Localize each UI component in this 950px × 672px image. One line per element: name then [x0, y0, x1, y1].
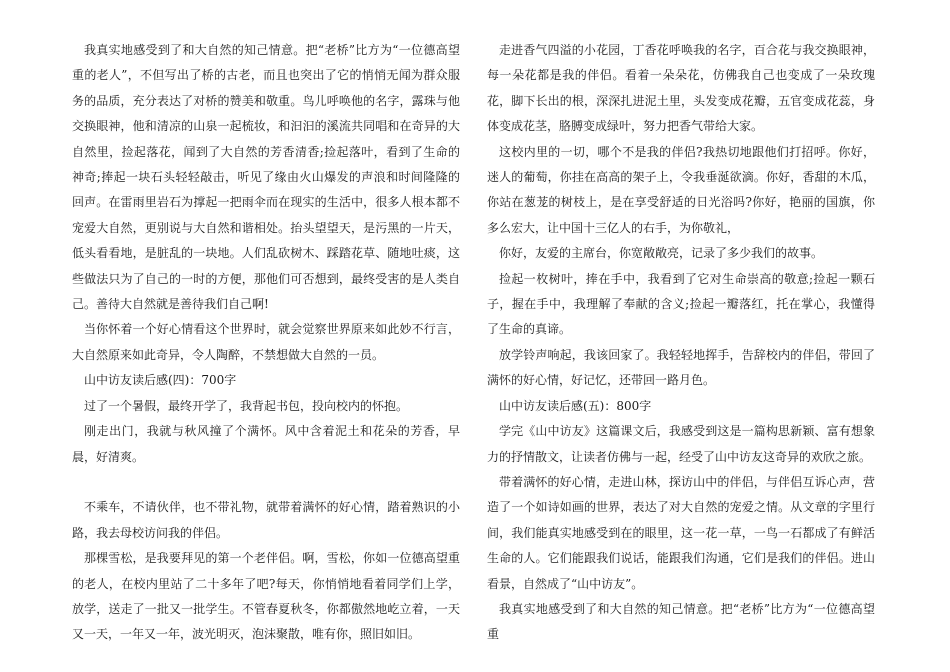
paragraph: 走进香气四溢的小花园，丁香花呼唤我的名字，百合花与我交换眼神，每一朵花都是我的伴侣。看着一朵朵花，仿佛我自己也变成了一朵玫瑰花，脚下长出的根，深深扎进泥土里，头发变成花瓣，五官变成花蕊，身体变成花茎，胳膊变成绿叶，努力把香气带给大家。 [487, 43, 875, 134]
paragraph: 学完《山中访友》这篇课文后，我感受到这是一篇构思新颖、富有想象力的抒情散文，让读者仿佛与一起，经受了山中访友这奇异的欢欣之旅。 [487, 424, 875, 464]
paragraph: 刚走出门，我就与秋风撞了个满怀。风中含着泥土和花朵的芳香，早晨，好清爽。 [72, 424, 460, 464]
paragraph: 你好，友爱的主席台，你宽敞敞亮，记录了多少我们的故事。 [499, 246, 824, 261]
right-text-column [487, 38, 875, 648]
paragraph: 捡起一枚树叶，捧在手中，我看到了它对生命崇高的敬意;捡起一颗石子，握在手中，我理解了奉献的含义;捡起一瓣落红，托在掌心，我懂得了生命的真谛。 [487, 271, 875, 337]
paragraph: 这校内里的一切，哪个不是我的伴侣?我热切地跟他们打招呼。你好，迷人的葡萄，你挂在高高的架子上，令我垂涎欲滴。你好，香甜的木瓜，你站在葱茏的树枝上，是在享受舒适的日光浴吗?你好，艳丽的国旗，你多么宏大，让中国十三亿人的右手，为你敬礼， [487, 144, 875, 235]
left-text-column [72, 38, 460, 648]
paragraph: 带着满怀的好心情，走进山林，探访山中的伴侣，与伴侣互诉心声，营造了一个如诗如画的世界，表达了对大自然的宠爱之情。从文章的字里行间，我们能真实地感受到在的眼里，这一花一草，一鸟一石都成了有鲜活生命的人。它们能跟我们说话，能跟我们沟通，它们是我们的伴侣。进山看景，自然成了“山中访友”。 [487, 474, 875, 591]
paragraph: 那棵雪松，是我要拜见的第一个老伴侣。啊，雪松，你如一位德高望重的老人，在校内里站了二十多年了吧?每天，你悄悄地看着同学们上学，放学，送走了一批又一批学生。不管春夏秋冬，你都傲然地屹立着，一天又一天，一年又一年，波光明灭，泡沫聚散，唯有你，照旧如旧。 [72, 551, 460, 642]
section-heading: 山中访友读后感(四)：700字 [84, 373, 237, 388]
paragraph: 过了一个暑假，最终开学了，我背起书包，投向校内的怀抱。 [84, 398, 409, 413]
blank-line [72, 470, 460, 495]
paragraph: 我真实地感受到了和大自然的知己情意。把“老桥”比方为“一位德高望重的老人”，不但写出了桥的古老，而且也突出了它的悄悄无闻为群众服务的品质，充分表达了对桥的赞美和敬重。鸟儿呼唤他的名字，露珠与他交换眼神，他和清凉的山泉一起梳妆，和汩汩的溪流共同唱和在奇异的大自然里，捡起落花，闻到了大自然的芳香清香;捡起落叶，看到了生命的神奇;捧起一块石头轻轻敲击，听见了缘由火山爆发的声浪和时间隆隆的回声。在雷雨里岩石为撑起一把雨伞而在现实的生活中，很多人根本都不宠爱大自然，更别说与大自然和谐相处。抬头望望天，是污黑的一片天，低头看看地，是脏乱的一块地。人们乱砍树木、踩踏花草、随地吐痰，这些做法只为了自己的一时的方便，那他们可否想到，最终受害的是人类自己。善待大自然就是善待我们自己啊! [72, 43, 460, 312]
paragraph: 当你怀着一个好心情看这个世界时，就会觉察世界原来如此妙不行言，大自然原来如此奇异，令人陶醉，不禁想做大自然的一员。 [72, 322, 460, 362]
paragraph: 我真实地感受到了和大自然的知己情意。把“老桥”比方为“一位德高望重 [487, 601, 875, 642]
paragraph: 不乘车，不请伙伴，也不带礼物，就带着满怀的好心情，踏着熟识的小路，我去母校访问我的伴侣。 [72, 500, 460, 540]
section-heading: 山中访友读后感(五)：800字 [499, 398, 652, 413]
paragraph: 放学铃声响起，我该回家了。我轻轻地挥手，告辞校内的伴侣，带回了满怀的好心情，好记忆，还带回一路月色。 [487, 347, 875, 388]
